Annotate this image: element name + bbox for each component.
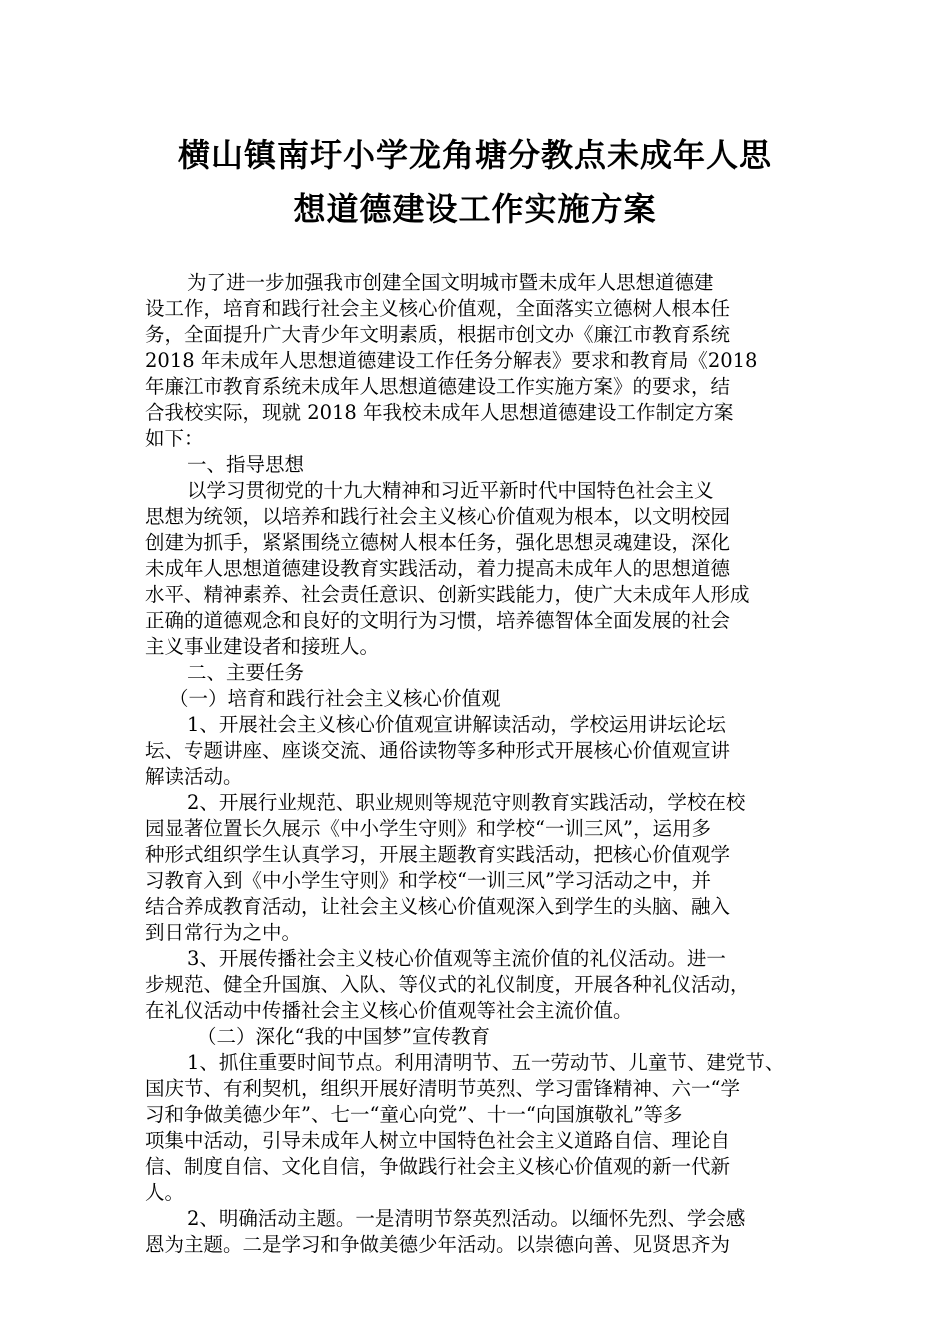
- subsection-heading: （二）深化“我的中国梦”宣传教育: [197, 1025, 490, 1048]
- body-line: 园显著位置长久展示《中小学生守则》和学校“一训三风”，运用多: [145, 817, 711, 840]
- body-line: 1、抓住重要时间节点。利用清明节、五一劳动节、儿童节、建党节、: [187, 1051, 785, 1074]
- body-line: 正确的道德观念和良好的文明行为习惯，培养德智体全面发展的社会: [145, 609, 731, 632]
- body-line: 解读活动。: [145, 765, 243, 788]
- document-title: [150, 128, 800, 236]
- body-line: 3、开展传播社会主义枝心价值观等主流价值的礼仪活动。进一: [187, 947, 726, 970]
- body-line: 2、明确活动主题。一是清明节祭英烈活动。以缅怀先烈、学会感: [187, 1207, 746, 1230]
- title-line: 横山镇南圩小学龙角塘分教点未成年人思: [177, 136, 772, 174]
- title-line: 想道德建设工作实施方案: [293, 190, 657, 228]
- body-line: 以学习贯彻党的十九大精神和习近平新时代中国特色社会主义: [187, 479, 714, 502]
- body-line: 为了进一步加强我市创建全国文明城市暨未成年人思想道德建: [187, 271, 714, 294]
- document-body: [145, 270, 817, 1258]
- body-line: 1、开展社会主义核心价值观宣讲解读活动，学校运用讲坛论坛: [187, 713, 726, 736]
- body-line: 在礼仪活动中传播社会主义核心价值观等社会主流价值。: [145, 999, 633, 1022]
- body-line: 坛、专题讲座、座谈交流、通俗读物等多种形式开展核心价值观宣讲: [145, 739, 731, 762]
- body-line: 2018 年未成年人思想道德建设工作任务分解表》要求和教育局《2018: [145, 349, 758, 372]
- section-heading: 一、指导思想: [187, 453, 305, 476]
- body-line: 合我校实际，现就 2018 年我校未成年人思想道德建设工作制定方案: [145, 401, 734, 424]
- body-line: 步规范、健全升国旗、入队、等仪式的礼仪制度，开展各种礼仪活动，: [145, 973, 750, 996]
- body-line: 项集中活动，引导未成年人树立中国特色社会主义道路自信、理论自: [145, 1129, 731, 1152]
- body-line: 信、制度自信、文化自信，争做践行社会主义核心价值观的新一代新: [145, 1155, 731, 1178]
- body-line: 国庆节、有利契机，组织开展好清明节英烈、学习雷锋精神、六一“学: [145, 1077, 740, 1100]
- body-line: 主义事业建设者和接班人。: [145, 635, 380, 658]
- body-line: 思想为统领，以培养和践行社会主义核心价值观为根本，以文明校园: [145, 505, 731, 528]
- body-line: 到日常行为之中。: [145, 921, 302, 944]
- body-line: 未成年人思想道德建设教育实践活动，着力提高未成年人的思想道德: [145, 557, 731, 580]
- body-line: 年廉江市教育系统未成年人思想道德建设工作实施方案》的要求，结: [145, 375, 731, 398]
- body-line: 恩为主题。二是学习和争做美德少年活动。以崇德向善、见贤思齐为: [145, 1233, 731, 1256]
- body-line: 习教育入到《中小学生守则》和学校“一训三风”学习活动之中，并: [145, 869, 711, 892]
- body-line: 务，全面提升广大青少年文明素质，根据市创文办《廉江市教育系统: [145, 323, 731, 346]
- body-line: 2、开展行业规范、职业规则等规范守则教育实践活动，学校在校: [187, 791, 746, 814]
- subsection-heading: （一）培育和践行社会主义核心价值观: [169, 687, 501, 710]
- section-heading: 二、主要任务: [187, 661, 305, 684]
- body-line: 如下：: [145, 427, 204, 450]
- body-line: 结合养成教育活动，让社会主义核心价值观深入到学生的头脑、融入: [145, 895, 731, 918]
- body-line: 水平、精神素养、社会责任意识、创新实践能力，使广大未成年人形成: [145, 583, 750, 606]
- body-line: 创建为抓手，紧紧围绕立德树人根本任务，强化思想灵魂建设，深化: [145, 531, 731, 554]
- body-line: 习和争做美德少年”、七一“童心向党”、十一“向国旗敬礼”等多: [145, 1103, 683, 1126]
- body-line: 种形式组织学生认真学习，开展主题教育实践活动，把核心价值观学: [145, 843, 731, 866]
- body-line: 人。: [145, 1181, 185, 1204]
- body-line: 设工作，培育和践行社会主义核心价值观，全面落实立德树人根本任: [145, 297, 731, 320]
